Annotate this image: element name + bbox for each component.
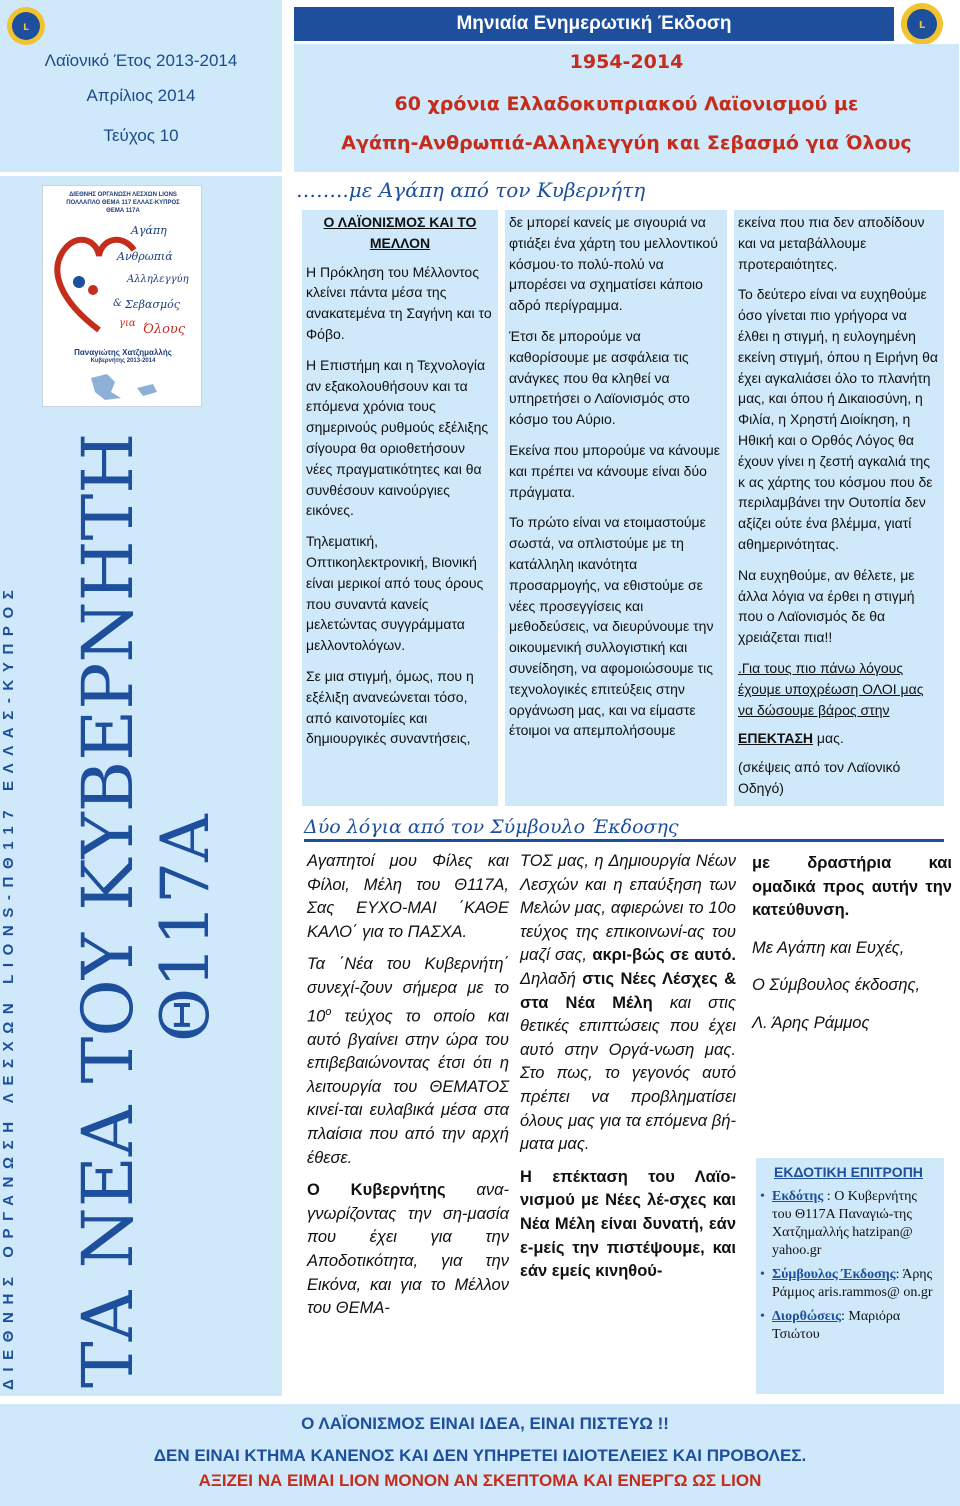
paragraph: Η Επιστήμη και η Τεχνολογία αν εξακολουθήσουν και τα επόμενα χρόνια τους σημερινούς ρυθμούς εξέλιξης σίγουρα θα οριοθετήσουν νέες πραγματικότητες και θα συνθέσουν καινούργιες εικόνες. [306,356,489,519]
paragraph: Το δεύτερο είναι να ευχηθούμε όσο γίνεται πιο γρήγορα να έλθει η στιγμή, η ευλογημένη εκείνη στιγμή, όπου η Ειρήνη θα έχει αγκαλιάσει όλο το πλανήτη μας, και όπου ή Δικαιοσύνη, η Φιλία, η Χρηστή Διοίκηση, η Ηθική και ο Ορθός Λόγος θα έχουν γίνει η ζεστή αγκαλιά της κ ας χάρτης του κόσμου που δε περιλαμβάνει την Ουτοπία δεν αξίζει ούτε ένα βλέμμα, γιατί αθημερινότητας. [738,286,938,552]
editor-column-1 [307,850,509,1330]
anniversary-banner [294,44,959,172]
poster-word: Ανθρωπιά [117,250,173,263]
signoff: Ο Σύμβουλος έκδοσης, [752,976,921,995]
anniversary-headline: 60 χρόνια Ελλαδοκυπριακού Λαϊονισμού με [394,93,859,115]
paragraph: ΤΟΣ μας, η Δημιουργία Νέων Λεσχών και η επαύξηση των Μελών μας, αφιερώνει το 10ο τεύχος της επικοινωνί-ας του μαζί σας, ακρι-βώς σε αυτό. Δηλαδή στις Νέες Λέσχες & στα Νέα Μέλη και στις θετικές επιπτώσεις που έχει αυτό στην Οργά-νωση μας. Στο πως, το γεγονός αυτό πρέπει να προβληματίσει όλους μας για τα επόμενα βή-ματα μας. [520,852,736,1154]
poster-word: Αγάπη [131,224,167,237]
paragraph: Έτσι δε μπορούμε να καθορίσουμε με ασφάλεια τις ανάγκες που θα κληθεί να υπηρετήσει ο Λαϊονισμός στο κόσμο του Αύριο. [509,327,690,428]
editorial-committee [756,1158,944,1394]
vertical-org-name: ΔΙΕΘΝΗΣ ΟΡΓΑΝΩΣΗ ΛΕΣΧΩΝ LIONS-ΠΘ117 ΕΛΛΑΣ-ΚΥΠΡΟΣ [0,582,17,1390]
anniversary-years: 1954-2014 [569,51,684,73]
vertical-newsletter-title: ΤΑ ΝΕΑ ΤΟΥ ΚΥΒΕΡΝΗΤΗ [67,432,149,1388]
underlined-call: .Για τους πιο πάνω λόγους έχουμε υποχρέωση ΟΛΟΙ μας να δώσουμε βάρος στην [738,659,924,718]
footer-line-2: ΔΕΝ ΕΙΝΑΙ ΚΤΗΜΑ ΚΑΝΕΝΟΣ ΚΑΙ ΔΕΝ ΥΠΗΡΕΤΕΙ ΙΔΙΟΤΕΛΕΙΕΣ ΚΑΙ ΠΡΟΒΟΛΕΣ. [153,1446,807,1465]
poster-word: για [119,318,136,329]
expansion-keyword: ΕΠΕΚΤΑΣΗ [738,730,814,747]
anniversary-motto: Αγάπη-Ανθρωπιά-Αλληλεγγύη και Σεβασμό για Όλους [341,132,912,154]
attribution: (σκέψεις από τον Λαϊονικό Οδηγό) [738,759,901,796]
footer-line-1: Ο ΛΑΪΟΝΙΣΜΟΣ ΕΙΝΑΙ ΙΔΕΑ, ΕΙΝΑΙ ΠΙΣΤΕΥΩ !! [301,1414,669,1433]
expansion-rest: μας. [813,730,844,747]
paragraph: Το πρώτο είναι να ετοιμαστούμε σωστά, να οπλιστούμε με τη κατάλληλη ικανότητα προσαρμογής, να εθιστούμε σε νέες προσεγγίσεις και μεθοδεύσεις, να διευρύνουμε την οικουμενική συλλογιστική και συνείδηση, να αφομοιώσουμε τις τεχνολογικές επιτεύξεις στην οργάνωση μας, και να είμαστε έτοιμοι να απεμπολήσουμε [509,514,714,739]
committee-item: • Εκδότης : Ο Κυβερνήτης του Θ117Α Παναγιώ-της Χατζημαλλής hatzipan@ yahoo.gr [760,1188,940,1260]
lions-year: Λαϊονικό Έτος 2013-2014 [44,51,238,70]
vertical-district-code: Θ117Α [147,814,224,1042]
poster-word: & [113,298,122,309]
paragraph: με δραστήρια και ομαδικά προς αυτήν την κατεύθυνση. [752,854,952,920]
poster-word: Σεβασμός [125,298,180,311]
editor-column-3 [752,852,952,1045]
svg-text:L: L [23,23,29,33]
poster-line: ΔΙΕΘΝΗΣ ΟΡΓΑΝΩΣΗ ΛΕΣΧΩΝ LIONS [69,192,177,198]
signature-name: Λ. Άρης Ράμμος [752,1013,870,1032]
poster-governor-term: Κυβερνήτης 2013-2014 [90,358,156,364]
poster-line: ΠΟΛΛΑΠΛΟ ΘΕΜΑ 117 ΕΛΛΑΣ-ΚΥΠΡΟΣ [66,200,180,206]
paragraph: δε μπορεί κανείς με σιγουριά να φτιάξει ένα χάρτη του μελλοντικού κόσμου·το πολύ-πολύ να μπορέσει να σχηματίσει κάποιο αδρό περίγραμμα. [509,214,718,314]
committee-item: • Διορθώσεις: Μαριόρα Τσιώτου [760,1308,940,1344]
paragraph: Σε μια στιγμή, όμως, που η εξέλιξη ανανεώνεται τόσο, από καινοτομίες και δημιουργικές συναντήσεις, [306,667,474,747]
committee-title: ΕΚΔΟΤΙΚΗ ΕΠΙΤΡΟΠΗ [774,1164,923,1180]
issue-number: Τεύχος 10 [103,126,179,145]
article-column-1 [302,210,498,806]
committee-item: • Σύμβουλος Έκδοσης: Άρης Ράμμος aris.rammos@ on.gr [760,1266,940,1302]
paragraph: Να ευχηθούμε, αν θέλετε, με άλλα λόγια να έρθει η στιγμή που ο Λαϊονισμός δε θα χρειάζεται πια!! [738,566,915,646]
svg-text:L: L [918,20,926,31]
paragraph: εκείνα που πια δεν αποδίδουν και να μεταβάλλουμε προτεραιότητες. [738,214,925,272]
footer-line-3: ΑΞΙΖΕΙ ΝΑ ΕΙΜΑΙ LION ΜΟΝΟΝ ΑΝ ΣΚΕΠΤΟΜΑ ΚΑΙ ΕΝΕΡΓΩ ΩΣ LION [198,1471,762,1490]
editor-section-title: Δύο λόγια από τον Σύμβουλο Έκδοσης [304,816,679,838]
lions-logo-icon [900,2,944,46]
greeting: Με Αγάπη και Ευχές, [752,938,905,957]
editor-column-2 [520,850,736,1293]
lions-logo-icon [6,6,46,46]
governor-section-title: ……..με Αγάπη από τον Κυβερνήτη [296,178,646,202]
footer [0,1404,960,1506]
map-icon [85,370,161,404]
governor-poster [42,185,202,407]
paragraph: Η επέκταση του Λαϊο-νισμού με Νέες λέ-σχες και Νέα Μέλη είναι δυνατή, εάν ε-μείς την πιστέψουμε, και εάν εμείς κινηθού- [520,1167,736,1281]
poster-word: Αλληλεγγύη [127,274,189,285]
section-divider [304,839,944,842]
article-heading: Ο ΛΑΪΟΝΙΣΜΟΣ ΚΑΙ ΤΟ ΜΕΛΛΟΝ [323,214,477,251]
issue-month: Απρίλιος 2014 [86,86,196,105]
paragraph: Ο Κυβερνήτης ανα-γνωρίζοντας την ση-μασία που έχει για την Αποδοτικότητα, για την Εικόνα, και για το Μέλλον του ΘΕΜΑ- [307,1181,510,1318]
paragraph: Αγαπητοί μου Φίλες και Φίλοι, Μέλη του Θ117Α, Σας ΕΥΧΟ-ΜΑΙ ΄ΚΑΘΕ ΚΑΛΟ΄ για το ΠΑΣΧΑ. [307,852,509,941]
header-info-panel [0,0,282,172]
paragraph: Τα ΄Νέα του Κυβερνήτη΄ συνεχί-ζουν σήμερα με το $10^o$ τεύχος το οποίο και αυτό βγαίνει στην ώρα του επιβεβαιώνοντας έτσι ότι η λειτουργία του ΘΕΜΑΤΟΣ κινεί-ται ευλαβικά μέσα στα πλαίσια που από την αρχή έθεσε. [307,955,509,1167]
article-column-3 [734,210,944,806]
publication-type-bar: Μηνιαία Ενημερωτική Έκδοση [294,7,894,41]
paragraph: Η Πρόκληση του Μέλλοντος κλείνει πάντα μέσα της ανακατεμένα τη Σαγήνη και το Φόβο. [306,263,492,342]
poster-word: Όλους [143,322,186,337]
paragraph: Τηλεματική, Οπτικοηλεκτρονική, Βιονική είναι μερικοί από τους όρους που συναντά κανείς μελετώντας συγγράμματα μελλοντολόγων. [306,533,484,654]
poster-line: ΘΕΜΑ 117Α [106,208,140,214]
paragraph: Εκείνα που μπορούμε να κάνουμε και πρέπει να κάνουμε είναι δύο πράγματα. [509,441,721,500]
article-column-2 [505,210,727,806]
poster-governor-name: Παναγιώτης Χατζημαλλής [74,348,172,357]
